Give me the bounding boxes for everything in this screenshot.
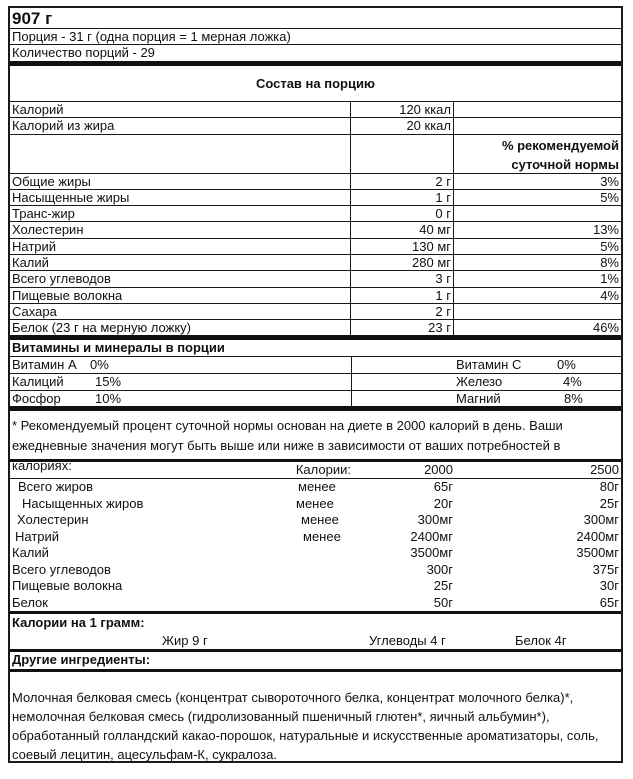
vitamin-row: Фосфор 10% Магний 8% [10,391,621,411]
nutrient-row: Транс-жир 0 г [10,206,621,222]
dv-table-row: Пищевые волокна 25г 30г [12,578,619,594]
nutrition-facts-label [8,6,623,763]
calories-row [10,102,621,118]
calories-fat-amount: 20 ккал [351,118,454,133]
vitamins-title: Витамины и минералы в порции [10,340,621,357]
dv-table-row: Холестерин менее 300мг 300мг [17,512,619,528]
nutrient-row: Холестерин 40 мг 13% [12,222,619,238]
nutrient-row: Сахара 2 г [10,304,621,320]
nutrient-row: Белок (23 г на мерную ложку) 23 г 46% [10,320,621,340]
servings-count: Количество порций - 29 [10,45,621,66]
nutrient-row: Всего углеводов 3 г 1% [12,271,619,287]
serving-size: Порция - 31 г (одна порция = 1 мерная ложка) [10,29,621,45]
dv-table-row: Белок 50г 65г [10,595,621,614]
ingredients-title: Другие ингредиенты: [10,652,621,672]
dv-table-row: Натрий менее 2400мг 2400мг [15,529,619,545]
fat-per-gram: Жир 9 г [162,633,208,649]
nutrient-row: Калий 280 мг 8% [12,255,619,271]
ingredients-text: Молочная белковая смесь (концентрат сывороточного белка, концентрат молочного белка)*, немолочная белковая смесь (гидролизованный пшеничный глютен*, яичный альбумин*), обработанный голландский какао-порошок, натуральные и искусственные ароматизаторы, соль, соевый лецитин, ацесульфам-К, сукралоза. [12,690,599,763]
calories-per-gram [10,614,621,652]
dv-table-row: Всего углеводов 300г 375г [12,562,619,578]
dv-header-row [10,135,621,174]
dv-table-header: Калории: 2000 2500 [10,462,621,479]
dv-table-row: Калий 3500мг 3500мг [12,545,619,561]
calories-name: Калорий [10,102,351,117]
nutrient-row: Натрий 130 мг 5% [12,238,619,254]
calories-per-gram-title: Калории на 1 грамм: [12,615,145,631]
vitamin-row: Витамин А 0% Витамин С 0% [10,357,621,374]
nutrient-row: Общие жиры 2 г 3% [12,173,619,189]
nutrient-row: Пищевые волокна 1 г 4% [12,287,619,303]
nutrient-row: Насыщенные жиры 1 г 5% [12,189,619,205]
carbs-per-gram: Углеводы 4 г [369,633,446,649]
section-title: Состав на порцию [10,66,621,102]
calories-amount: 120 ккал [351,102,454,117]
net-weight: 907 г [10,8,621,29]
vitamin-row: Калиций 15% Железо 4% [10,374,621,391]
footnote: * Рекомендуемый процент суточной нормы основан на диете в 2000 калорий в день. Ваши ежедневные значения могут быть выше или ниже в зависимости от ваших потребностей в калориях: [10,411,621,462]
protein-per-gram: Белок 4г [515,633,567,649]
dv-table-row: Всего жиров менее 65г 80г [18,479,619,495]
calories-fat-row [10,118,621,134]
dv-table-row: Насыщенных жиров менее 20г 25г [22,496,619,512]
dv-header: % рекомендуемой суточной нормы [501,137,619,172]
calories-fat-name: Калорий из жира [10,118,351,133]
